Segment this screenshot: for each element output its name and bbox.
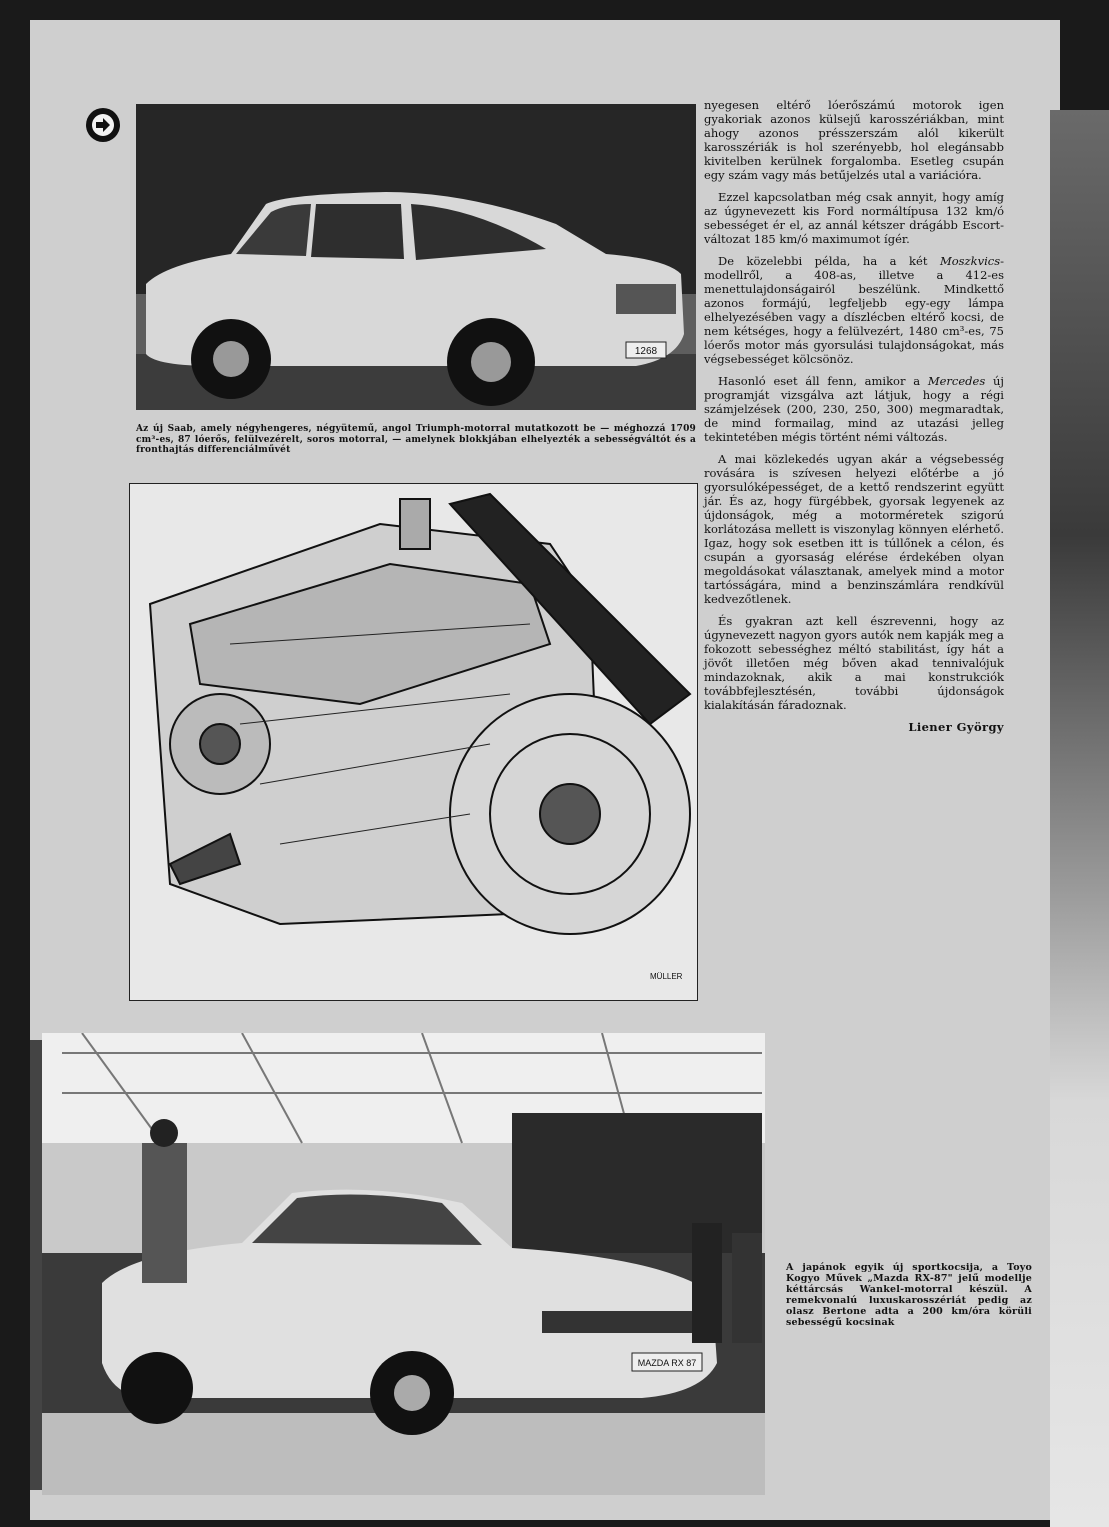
moszkvics-name: Moszkvics bbox=[939, 254, 1001, 268]
article-paragraph-6: És gyakran azt kell észrevenni, hogy az úgynevezett nagyon gyors autók nem kapják meg a fokozott sebességhez méltó stabilitást, így hát a jövőt illetően még bőven akad tennivalójuk mindazoknak, akik a mai konstrukciók továbbfejlesztésén, további újdonságok kialakításán fáradoznak. bbox=[704, 614, 1004, 712]
article-column bbox=[704, 98, 1004, 742]
mazda-caption: A japánok egyik új sportkocsija, a Toyo Kogyo Művek „Mazda RX-87" jelű modellje kéttárcsás Wankel-motorral készül. A remekvonalú luxuskarosszériát pedig az olasz Bertone adta a 200 km/óra körüli sebességű kocsinak bbox=[786, 1262, 1032, 1328]
article-paragraph-3-start: De közelebbi példa, ha a két bbox=[718, 254, 940, 268]
article-paragraph-1: nyegesen eltérő lóerőszámú motorok igen gyakoriak azonos külsejű karosszériákban, mint ahogy azonos présszerszám alól kikerült karosszériák is hol szerényebb, hol elegánsabb kivitelben kerülnek forgalomba. Esetleg csupán egy szám vagy más betűjelzés utal a variációra. bbox=[704, 98, 1004, 182]
article-paragraph-4 bbox=[704, 374, 1004, 444]
adjacent-page-edge bbox=[1050, 110, 1109, 1527]
artist-signature: MÜLLER bbox=[650, 972, 683, 981]
mercedes-name: Mercedes bbox=[927, 374, 986, 388]
saab-plate: 1268 bbox=[634, 346, 658, 357]
article-paragraph-5: A mai közlekedés ugyan akár a végsebesség rovására is szívesen helyezi előtérbe a jó gyorsulóképességet, de a kettő rendszerint együtt jár. És az, hogy fürgébbek, gyorsak legyenek az újdonságok, még a motorméretek szigorú korlátozása mellett is viszonylag könnyen elérhető. Igaz, hogy sok esetben itt is túllőnek a célon, és csupán a gyorsaság elérése érdekében olyan megoldásokat választanak, amelyek mind a motor tartósságára, mind a benzinszámlára rendkívül kedvezőtlenek. bbox=[704, 452, 1004, 606]
article-author: Liener György bbox=[908, 720, 1004, 734]
article-paragraph-3-rest: -modellről, a 408-as, illetve a 412-es menettulajdonságairól beszélünk. Mindkettő azonos formájú, legfeljebb egy-egy lámpa elhelyezésében vagy a díszlécben eltérő kocsi, de nem kétséges, hogy a felülvezért, 1480 cm³-es, 75 lóerős motor más gyorsulási tulajdonságokat, más végsebességet kölcsönöz. bbox=[704, 254, 1004, 366]
saab-car-photo bbox=[136, 104, 696, 410]
mazda-car-photo bbox=[42, 1033, 765, 1495]
continue-arrow-icon bbox=[86, 108, 120, 142]
article-paragraph-4-start: Hasonló eset áll fenn, amikor a bbox=[718, 374, 928, 388]
article-paragraph-3 bbox=[704, 254, 1004, 366]
engine-cutaway-drawing bbox=[129, 483, 698, 1001]
saab-caption: Az új Saab, amely négyhengeres, négyütemű, angol Triumph-motorral mutatkozott be — méghozzá 1709 cm³-es, 87 lóerős, felülvezérelt, soros motorral, — amelynek blokkjában elhelyezték a sebességváltót és a fronthajtás differenciálművét bbox=[136, 424, 696, 455]
mazda-plate: MAZDA RX 87 bbox=[637, 1358, 697, 1368]
article-paragraph-4-rest: új programját vizsgálva azt látjuk, hogy a régi számjelzések (200, 230, 250, 300) megmaradtak, de mind formailag, mind az utazási jelleg tekintetében mégis történt némi változás. bbox=[704, 374, 1004, 444]
article-paragraph-2: Ezzel kapcsolatban még csak annyit, hogy amíg az úgynevezett kis Ford normáltípusa 132 km/ó sebességet ér el, az annál kétszer drágább Escort-változat 185 km/ó maximumot ígér. bbox=[704, 190, 1004, 246]
